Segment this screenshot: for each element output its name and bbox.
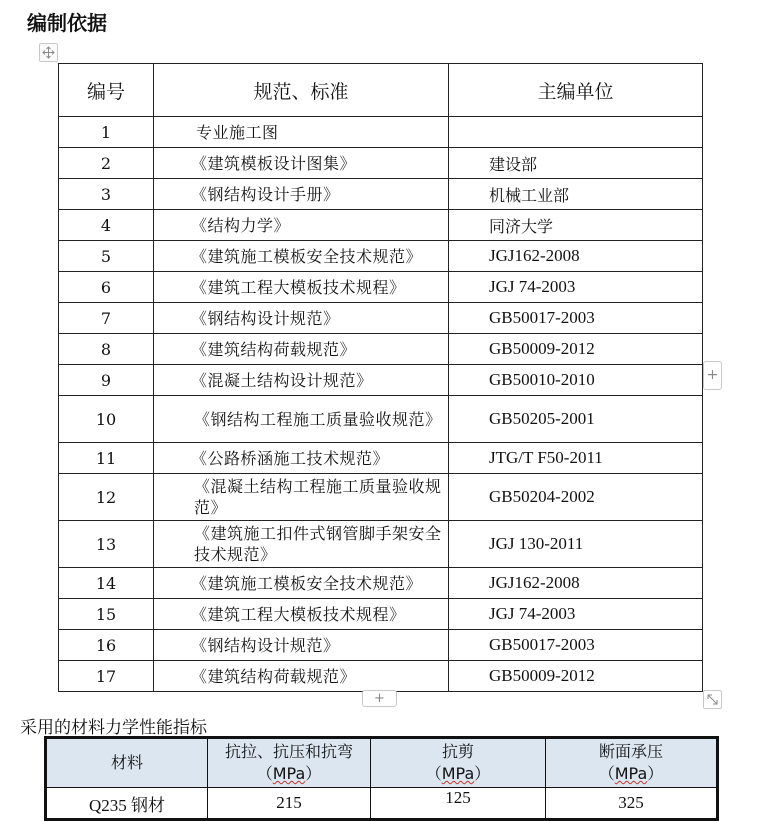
row-organization: 机械工业部 bbox=[449, 179, 703, 210]
row-organization: JGJ 74-2003 bbox=[449, 272, 703, 303]
add-row-button[interactable]: + bbox=[362, 690, 397, 707]
row-standard: 《混凝土结构设计规范》 bbox=[154, 365, 449, 396]
row-organization: 同济大学 bbox=[449, 210, 703, 241]
row-standard: 《钢结构设计手册》 bbox=[154, 179, 449, 210]
table-row bbox=[59, 210, 703, 241]
row-organization: GB50009-2012 bbox=[449, 661, 703, 692]
row-organization: JGJ 130-2011 bbox=[449, 521, 703, 568]
table-row bbox=[59, 474, 703, 521]
row-standard: 《建筑施工模板安全技术规范》 bbox=[154, 241, 449, 272]
header-tension bbox=[208, 738, 371, 788]
table-row bbox=[59, 117, 703, 148]
table-row bbox=[59, 365, 703, 396]
cell-bearing: 325 bbox=[546, 788, 718, 820]
row-number: 4 bbox=[59, 210, 154, 241]
row-number: 16 bbox=[59, 630, 154, 661]
row-organization: JGJ 74-2003 bbox=[449, 599, 703, 630]
row-standard: 《建筑工程大模板技术规程》 bbox=[154, 599, 449, 630]
cell-material: Q235 钢材 bbox=[46, 788, 208, 820]
header-label: 材料 bbox=[110, 753, 143, 772]
header-unit: （MPa） bbox=[598, 764, 664, 783]
table-row bbox=[46, 788, 718, 820]
row-standard: 《建筑结构荷载规范》 bbox=[154, 334, 449, 365]
row-number: 2 bbox=[59, 148, 154, 179]
row-number: 9 bbox=[59, 365, 154, 396]
table-row bbox=[59, 443, 703, 474]
row-number: 11 bbox=[59, 443, 154, 474]
row-standard: 专业施工图 bbox=[154, 117, 449, 148]
table-row bbox=[59, 661, 703, 692]
add-column-button[interactable]: + bbox=[703, 361, 722, 390]
row-standard: 《钢结构设计规范》 bbox=[154, 630, 449, 661]
row-standard: 《建筑工程大模板技术规程》 bbox=[154, 272, 449, 303]
unit-text: MPa bbox=[441, 764, 475, 783]
table-row bbox=[59, 303, 703, 334]
cell-shear: 125 bbox=[371, 788, 546, 820]
row-number: 12 bbox=[59, 474, 154, 521]
row-standard: 《结构力学》 bbox=[154, 210, 449, 241]
materials-subheading: 采用的材料力学性能指标 bbox=[20, 718, 207, 738]
row-standard: 《建筑模板设计图集》 bbox=[154, 148, 449, 179]
row-organization: GB50017-2003 bbox=[449, 630, 703, 661]
header-unit: （MPa） bbox=[256, 764, 322, 783]
row-standard: 《建筑施工模板安全技术规范》 bbox=[154, 568, 449, 599]
row-number: 6 bbox=[59, 272, 154, 303]
row-number: 3 bbox=[59, 179, 154, 210]
cell-tension: 215 bbox=[208, 788, 371, 820]
table-header-row bbox=[59, 64, 703, 117]
table-row bbox=[59, 599, 703, 630]
row-organization: JTG/T F50-2011 bbox=[449, 443, 703, 474]
row-number: 17 bbox=[59, 661, 154, 692]
header-material bbox=[46, 738, 208, 788]
materials-table bbox=[44, 736, 719, 821]
header-standard: 规范、标准 bbox=[154, 64, 449, 117]
materials-header-row bbox=[46, 738, 718, 788]
header-label: 抗拉、抗压和抗弯 bbox=[224, 742, 353, 761]
table-row bbox=[59, 630, 703, 661]
row-number: 7 bbox=[59, 303, 154, 334]
row-organization: GB50010-2010 bbox=[449, 365, 703, 396]
table-row bbox=[59, 272, 703, 303]
row-organization: GB50017-2003 bbox=[449, 303, 703, 334]
header-label: 断面承压 bbox=[598, 742, 663, 761]
row-standard: 《钢结构设计规范》 bbox=[154, 303, 449, 334]
row-standard: 《钢结构工程施工质量验收规范》 bbox=[154, 396, 449, 443]
row-number: 1 bbox=[59, 117, 154, 148]
table-row bbox=[59, 521, 703, 568]
header-number: 编号 bbox=[59, 64, 154, 117]
row-organization: JGJ162-2008 bbox=[449, 568, 703, 599]
row-organization: GB50009-2012 bbox=[449, 334, 703, 365]
row-organization: 建设部 bbox=[449, 148, 703, 179]
row-number: 10 bbox=[59, 396, 154, 443]
header-unit: （MPa） bbox=[425, 764, 491, 783]
row-number: 14 bbox=[59, 568, 154, 599]
section-heading: 编制依据 bbox=[27, 11, 107, 35]
header-label: 抗剪 bbox=[441, 742, 474, 761]
row-standard: 《建筑施工扣件式钢管脚手架安全技术规范》 bbox=[154, 521, 449, 568]
table-row bbox=[59, 334, 703, 365]
row-number: 5 bbox=[59, 241, 154, 272]
table-resize-icon[interactable] bbox=[703, 690, 722, 709]
row-organization: GB50204-2002 bbox=[449, 474, 703, 521]
row-organization bbox=[449, 117, 703, 148]
header-bearing bbox=[546, 738, 718, 788]
standards-table bbox=[58, 63, 703, 692]
header-shear bbox=[371, 738, 546, 788]
table-row bbox=[59, 241, 703, 272]
row-number: 8 bbox=[59, 334, 154, 365]
table-row bbox=[59, 568, 703, 599]
table-move-handle-icon[interactable] bbox=[39, 43, 58, 62]
row-standard: 《混凝土结构工程施工质量验收规范》 bbox=[154, 474, 449, 521]
row-standard: 《公路桥涵施工技术规范》 bbox=[154, 443, 449, 474]
unit-text: MPa bbox=[614, 764, 648, 783]
row-number: 15 bbox=[59, 599, 154, 630]
table-row bbox=[59, 396, 703, 443]
row-number: 13 bbox=[59, 521, 154, 568]
row-standard: 《建筑结构荷载规范》 bbox=[154, 661, 449, 692]
header-organization: 主编单位 bbox=[449, 64, 703, 117]
table-row bbox=[59, 179, 703, 210]
row-organization: GB50205-2001 bbox=[449, 396, 703, 443]
unit-text: MPa bbox=[272, 764, 306, 783]
row-organization: JGJ162-2008 bbox=[449, 241, 703, 272]
table-row bbox=[59, 148, 703, 179]
